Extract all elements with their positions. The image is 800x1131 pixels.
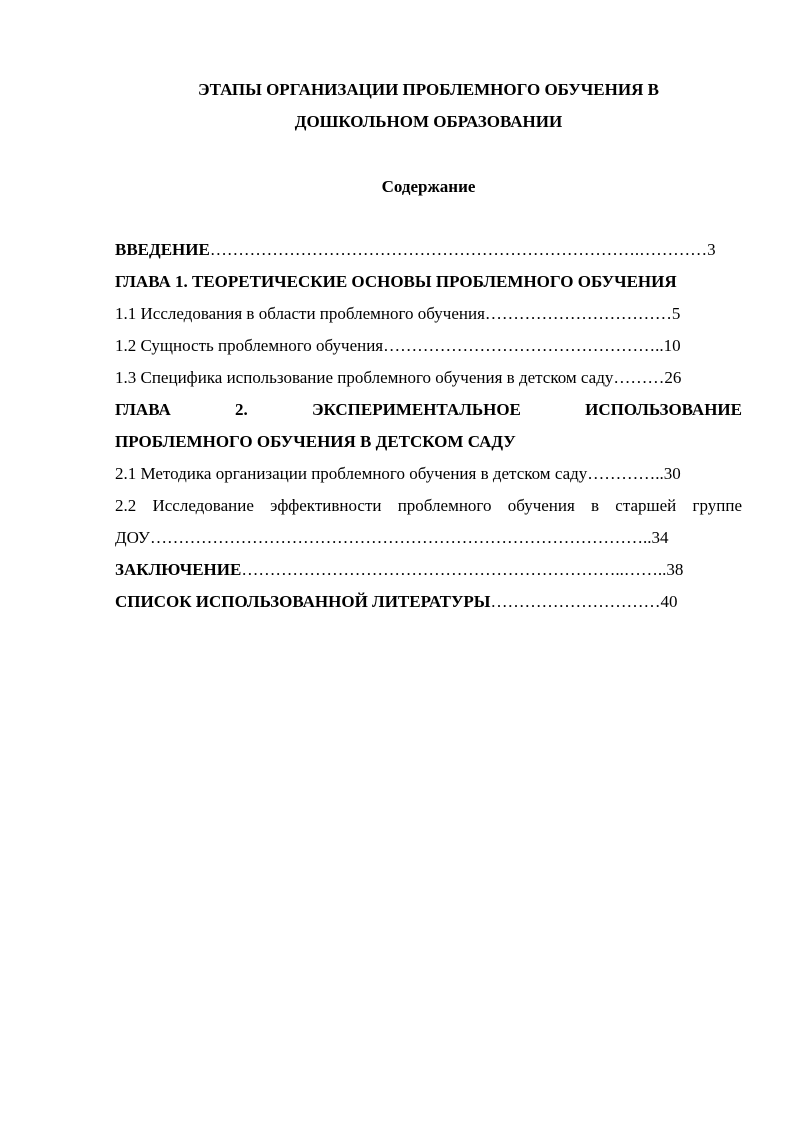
toc-leader: …………………………… (484, 304, 672, 323)
toc-label: 1.2 Сущность проблемного обучения (115, 336, 384, 355)
toc-label: СПИСОК ИСПОЛЬЗОВАННОЙ ЛИТЕРАТУРЫ (115, 592, 491, 611)
toc-entry-chapter-2-line-2: ПРОБЛЕМНОГО ОБУЧЕНИЯ В ДЕТСКОМ САДУ (115, 432, 516, 451)
toc-entry-2-2-line-2 (115, 522, 742, 554)
toc-leader: ……… (613, 368, 665, 387)
toc-entry-chapter-1: ГЛАВА 1. ТЕОРЕТИЧЕСКИЕ ОСНОВЫ ПРОБЛЕМНОГО ОБУЧЕНИЯ (115, 272, 677, 291)
toc-entry-2-1 (115, 458, 742, 490)
toc-page-number: 26 (664, 368, 682, 387)
toc-leader: ………………………… (490, 592, 661, 611)
toc-label: ВВЕДЕНИЕ (115, 240, 210, 259)
toc-page-number: 38 (666, 560, 684, 579)
toc-entry-chapter-2-line-1: ГЛАВА 2. ЭКСПЕРИМЕНТАЛЬНОЕ ИСПОЛЬЗОВАНИЕ (115, 400, 742, 419)
toc-entry-1-3 (115, 362, 742, 394)
toc-entry-1-1 (115, 298, 742, 330)
toc-label: 1.3 Специфика использование проблемного обучения в детском саду (115, 368, 614, 387)
toc-page-number: 5 (671, 304, 681, 323)
toc-entry-conclusion (115, 554, 742, 586)
title-line-1: ЭТАПЫ ОРГАНИЗАЦИИ ПРОБЛЕМНОГО ОБУЧЕНИЯ В (198, 80, 659, 99)
toc-page-number: 30 (663, 464, 681, 483)
toc-page-number: .10 (659, 336, 681, 355)
toc-entry-2-2-line-1: 2.2 Исследование эффективности проблемного обучения в старшей группе (115, 496, 742, 515)
toc-label: ДОУ (115, 528, 150, 547)
contents-heading: Содержание (381, 177, 476, 196)
toc-page-number: 34 (651, 528, 669, 547)
toc-entry-intro (115, 234, 742, 266)
toc-page-number: 40 (660, 592, 678, 611)
toc-page-number: 3 (707, 240, 716, 259)
toc-label: 2.1 Методика организации проблемного обучения в детском саду (115, 464, 588, 483)
toc-leader: ………….. (587, 464, 664, 483)
toc-leader: …………………………………………. (383, 336, 660, 355)
toc-label: ЗАКЛЮЧЕНИЕ (115, 560, 242, 579)
toc-leader: …………………………………………………………..…….. (241, 560, 667, 579)
toc-entry-references (115, 586, 742, 618)
toc-leader: …………………………………………………………………………….. (149, 528, 652, 547)
toc-leader: ………………………………………………………………….………… (209, 240, 708, 259)
toc-label: 1.1 Исследования в области проблемного обучения (115, 304, 485, 323)
document-title (115, 74, 742, 138)
table-of-contents (115, 234, 742, 618)
title-line-2: ДОШКОЛЬНОМ ОБРАЗОВАНИИ (294, 112, 563, 131)
toc-entry-1-2 (115, 330, 742, 362)
